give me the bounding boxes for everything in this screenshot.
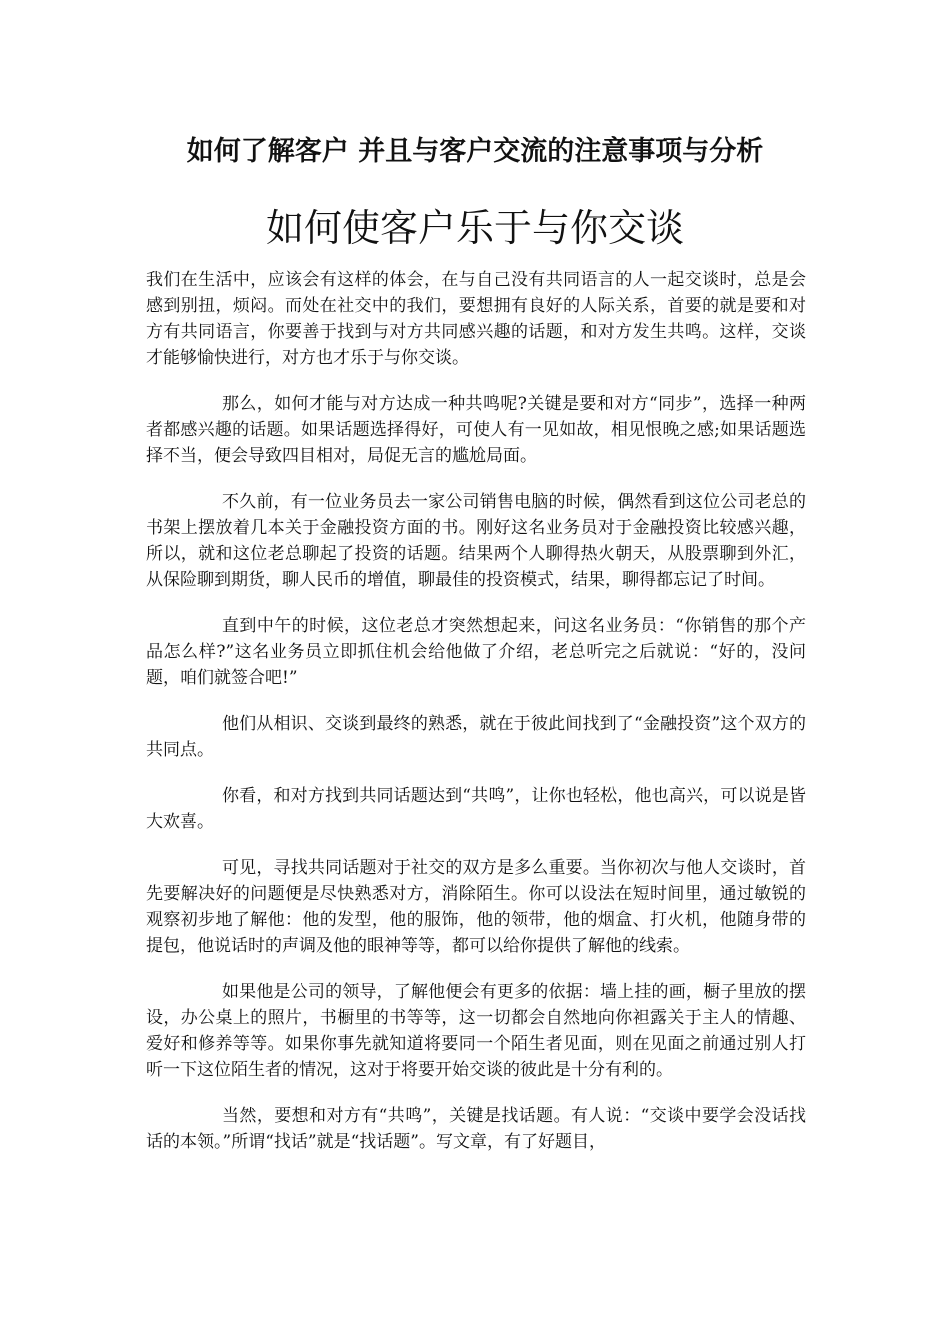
paragraph-2: 那么，如何才能与对方达成一种共鸣呢?关键是要和对方“同步”，选择一种两者都感兴趣的话题。如果话题选择得好，可使人有一见如故，相见恨晚之感;如果话题选择不当，便会导致四目相对，局促无言的尴尬局面。 [146,394,806,466]
paragraph-7: 可见，寻找共同话题对于社交的双方是多么重要。当你初次与他人交谈时，首先要解决好的问题便是尽快熟悉对方，消除陌生。你可以设法在短时间里，通过敏锐的观察初步地了解他：他的发型，他的服饰，他的领带，他的烟盒、打火机，他随身带的提包，他说话时的声调及他的眼神等等，都可以给你提供了解他的线索。 [146,858,806,956]
paragraph-6: 你看，和对方找到共同话题达到“共鸣”，让你也轻松，他也高兴，可以说是皆大欢喜。 [146,786,806,832]
paragraph-3: 不久前，有一位业务员去一家公司销售电脑的时候，偶然看到这位公司老总的书架上摆放着几本关于金融投资方面的书。刚好这名业务员对于金融投资比较感兴趣，所以，就和这位老总聊起了投资的话题。结果两个人聊得热火朝天，从股票聊到外汇，从保险聊到期货，聊人民币的增值，聊最佳的投资模式，结果，聊得都忘记了时间。 [146,492,806,590]
paragraph-4: 直到中午的时候，这位老总才突然想起来，问这名业务员：“你销售的那个产品怎么样?”这名业务员立即抓住机会给他做了介绍，老总听完之后就说：“好的，没问题，咱们就签合吧!” [146,616,806,688]
paragraph-1: 我们在生活中，应该会有这样的体会，在与自己没有共同语言的人一起交谈时，总是会感到别扭，烦闷。而处在社交中的我们，要想拥有良好的人际关系，首要的就是要和对方有共同语言，你要善于找到与对方共同感兴趣的话题，和对方发生共鸣。这样，交谈才能够愉快进行，对方也才乐于与你交谈。 [146,270,806,368]
paragraph-5: 他们从相识、交谈到最终的熟悉，就在于彼此间找到了“金融投资”这个双方的共同点。 [146,714,806,760]
document-title: 如何了解客户 并且与客户交流的注意事项与分析 [186,136,764,167]
paragraph-8: 如果他是公司的领导，了解他便会有更多的依据：墙上挂的画，橱子里放的摆设，办公桌上的照片，书橱里的书等等，这一切都会自然地向你袒露关于主人的情趣、爱好和修养等等。如果你事先就知道将要同一个陌生者见面，则在见面之前通过别人打听一下这位陌生者的情况，这对于将要开始交谈的彼此是十分有利的。 [146,982,806,1080]
article-heading: 如何使客户乐于与你交谈 [265,206,684,250]
article-body [146,267,806,1175]
paragraph-9: 当然，要想和对方有“共鸣”，关键是找话题。有人说：“交谈中要学会没话找话的本领。”所谓“找话”就是“找话题”。写文章，有了好题目， [146,1106,806,1152]
